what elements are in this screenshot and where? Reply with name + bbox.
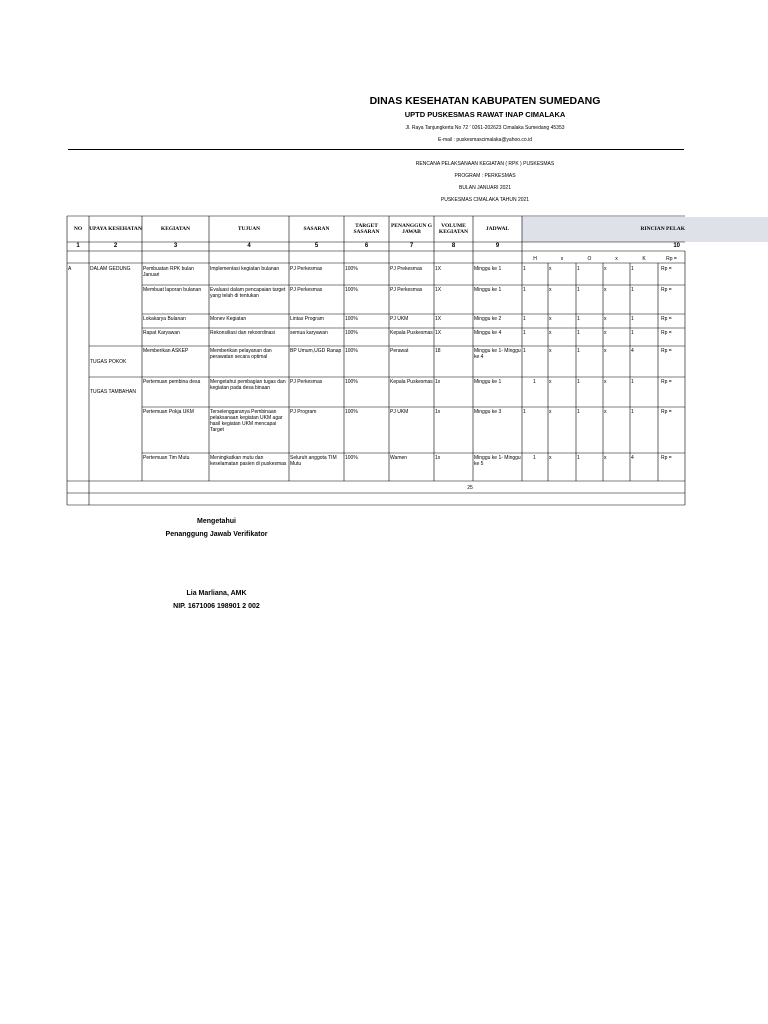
row-pj: PJ Perkesmas [390, 287, 423, 293]
row-rincian: x [604, 409, 607, 415]
row-tujuan: Evaluasi dalam pencapaian target yang telah di tentukan [210, 287, 286, 299]
row-rincian: 1 [631, 287, 634, 293]
row-jadwal: Minggu ke 1- Minggu ke 5 [474, 455, 521, 467]
col-number: 7 [409, 243, 414, 249]
row-rincian: 1 [577, 348, 580, 354]
row-rincian: 1 [631, 379, 634, 385]
row-target: 100% [345, 455, 358, 461]
row-rincian: 1 [631, 316, 634, 322]
row-rincian: x [549, 316, 552, 322]
row-rincian: 4 [631, 348, 634, 354]
row-rincian: x [549, 409, 552, 415]
row-rincian: 1 [523, 287, 526, 293]
row-sasaran: semua karyawan [290, 330, 328, 336]
row-tujuan: Monev Kegiatan [210, 316, 247, 322]
row-rincian: x [604, 379, 607, 385]
row-target: 100% [345, 266, 358, 272]
row-pj: PJ UKM [390, 409, 409, 415]
rincian-subheader: O [587, 256, 592, 262]
row-rincian: x [604, 287, 607, 293]
row-rincian: 1 [533, 455, 536, 461]
signature-nip: NIP. 1671006 198901 2 002 [173, 603, 260, 610]
rincian-subheader: x [615, 256, 618, 262]
rincian-subheader: K [642, 256, 646, 262]
header-target: TARGET SASARAN [353, 222, 380, 235]
signature-name: Lia Marliana, AMK [186, 590, 247, 597]
row-pj: Kepala Puskesmas [390, 379, 433, 385]
row-target: 100% [345, 379, 358, 385]
address-line: Jl. Raya Tanjungkerta No 72 ' 0261-202623 Cimalaka Sumedang 45353 [405, 125, 565, 131]
row-rincian: 1 [577, 266, 580, 272]
row-rincian: Rp = [661, 266, 672, 272]
row-tujuan: Rekonsiliasi dan rekoordinasi [210, 330, 276, 336]
row-volume: 1x [435, 379, 441, 385]
header-kegiatan: KEGIATAN [160, 225, 191, 232]
row-rincian: 1 [631, 409, 634, 415]
row-sasaran: PJ Perkesmas [290, 379, 323, 385]
program-line: PROGRAM : PERKESMAS [454, 173, 516, 179]
row-kegiatan: Pertemuan Tim Mutu [143, 455, 190, 461]
col-number: 10 [673, 243, 680, 249]
row-rincian: 1 [577, 330, 580, 336]
year-line: PUSKESMAS CIMALAKA TAHUN 2021 [440, 197, 530, 203]
row-sasaran: PJ Program [290, 409, 317, 415]
row-rincian: 1 [533, 379, 536, 385]
row-kegiatan: Pertemuan Pokja UKM [143, 409, 194, 415]
row-rincian: x [604, 316, 607, 322]
row-target: 100% [345, 316, 358, 322]
group-dalam-gedung: DALAM GEDUNG [90, 266, 131, 272]
row-jadwal: Minggu ke 3 [474, 409, 502, 415]
row-rincian: Rp = [661, 348, 672, 354]
row-rincian: x [549, 330, 552, 336]
row-rincian: Rp = [661, 379, 672, 385]
col-number: 3 [173, 243, 178, 249]
col-number: 2 [113, 243, 118, 249]
row-rincian: 1 [577, 409, 580, 415]
row-sasaran: Seluruh anggota TIM Mutu [290, 455, 337, 467]
group-tugas-tambahan: TUGAS TAMBAHAN [90, 389, 136, 395]
row-volume: 1X [435, 266, 442, 272]
header-rincian: RINCIAN PELAK [640, 225, 685, 232]
row-pj: Kepala Puskesmas [390, 330, 433, 336]
row-jadwal: Minggu ke 1- Minggu ke 4 [474, 348, 521, 360]
row-jadwal: Minggu ke 2 [474, 316, 502, 322]
row-volume: 1x [435, 455, 441, 461]
row-rincian: 1 [577, 287, 580, 293]
row-pj: PJ Prekesmas [390, 266, 423, 272]
row-sasaran: BP Umum,UGD Ranap [290, 348, 342, 354]
header-sasaran: SASARAN [303, 225, 330, 232]
row-volume: 18 [435, 348, 441, 354]
plan-title: RENCANA PELAKSANAAN KEGIATAN ( RPK ) PUSKESMAS [415, 161, 555, 167]
month-line: BULAN JANUARI 2021 [459, 185, 511, 191]
unit-title: UPTD PUSKESMAS RAWAT INAP CIMALAKA [404, 110, 566, 119]
row-rincian: 1 [523, 316, 526, 322]
row-rincian: 1 [523, 266, 526, 272]
col-number: 5 [314, 243, 319, 249]
row-rincian: x [604, 455, 607, 461]
row-rincian: Rp = [661, 330, 672, 336]
row-rincian: 1 [523, 348, 526, 354]
row-kegiatan: Membuat laporan bulanan [143, 287, 202, 293]
row-pj: Wamen [390, 455, 408, 461]
row-rincian: 4 [631, 455, 634, 461]
row-pj: Perawat [390, 348, 409, 354]
row-jadwal: Minggu ke 1 [474, 379, 502, 385]
total-value: 25 [467, 485, 473, 491]
group-tugas-pokok: TUGAS POKOK [90, 359, 127, 365]
row-target: 100% [345, 287, 358, 293]
row-tujuan: Mengetahui pembagian tugas dan kegiatan pada desa binaan [210, 379, 286, 391]
row-kegiatan: Lokakarya Bulanan [143, 316, 186, 322]
header-tujuan: TUJUAN [237, 225, 261, 232]
row-rincian: Rp = [661, 287, 672, 293]
row-tujuan: Meningkatkan mutu dan keselamatan pasien di puskesmas [210, 455, 287, 467]
signature-role: Penanggung Jawab Verifikator [165, 531, 268, 538]
row-volume: 1x [435, 409, 441, 415]
row-rincian: 1 [523, 330, 526, 336]
row-jadwal: Minggu ke 1 [474, 287, 502, 293]
row-rincian: x [549, 348, 552, 354]
row-target: 100% [345, 348, 358, 354]
col-number: 6 [364, 243, 369, 249]
header-pj: PENANGGUN G JAWAB [390, 222, 433, 235]
row-rincian: x [549, 379, 552, 385]
row-rincian: Rp = [661, 316, 672, 322]
row-volume: 1X [435, 287, 442, 293]
header-no: NO [73, 225, 83, 232]
row-tujuan: Terselenggaranya Pembinaan pelaksanaan kegiatan UKM agar hasil kegiatan UKM mencapai Target [210, 409, 283, 433]
col-number: 8 [451, 243, 456, 249]
row-rincian: Rp = [661, 455, 672, 461]
row-kegiatan: Pembuatan RPK bulan Januari [143, 266, 194, 278]
row-jadwal: Minggu ke 1 [474, 266, 502, 272]
col-number: 9 [495, 243, 500, 249]
row-rincian: 1 [631, 330, 634, 336]
row-sasaran: Lintas Program [290, 316, 324, 322]
header-upaya: UPAYA KESEHATAN [89, 225, 142, 232]
row-rincian: x [549, 266, 552, 272]
row-rincian: x [549, 287, 552, 293]
row-jadwal: Minggu ke 4 [474, 330, 502, 336]
row-rincian: 1 [577, 379, 580, 385]
row-rincian: x [604, 330, 607, 336]
row-tujuan: Implementasi kegiatan bulanan [210, 266, 280, 272]
row-volume: 1X [435, 316, 442, 322]
col-number: 4 [247, 243, 251, 249]
row-kegiatan: Pertemuan pembina desa [143, 379, 201, 385]
signature-acknowledge: Mengetahui [197, 518, 236, 525]
row-sasaran: PJ Perkesmas [290, 287, 323, 293]
agency-title: DINAS KESEHATAN KABUPATEN SUMEDANG [369, 95, 601, 107]
row-target: 100% [345, 330, 358, 336]
rincian-subheader: H [533, 256, 537, 262]
row-rincian: x [604, 348, 607, 354]
row-target: 100% [345, 409, 358, 415]
col-number: 1 [76, 243, 80, 249]
row-rincian: 1 [523, 409, 526, 415]
row-tujuan: Memberikan pelayanan dan perawatan secara optimal [210, 348, 272, 360]
row-rincian: 1 [631, 266, 634, 272]
row-rincian: 1 [577, 455, 580, 461]
rincian-subheader: x [560, 256, 564, 262]
row-pj: PJ UKM [390, 316, 409, 322]
header-jadwal: JADWAL [485, 225, 510, 232]
row-volume: 1X [435, 330, 442, 336]
row-rincian: Rp = [661, 409, 672, 415]
row-rincian: 1 [577, 316, 580, 322]
row-kegiatan: Memberikan ASKEP [143, 348, 189, 354]
header-volume: VOLUME KEGIATAN [438, 222, 469, 235]
row-rincian: x [549, 455, 552, 461]
email-line: E-mail : puskesmascimalaka@yahoo.co.id [437, 137, 532, 143]
row-sasaran: PJ Perkesmas [290, 266, 323, 272]
row-kegiatan: Rapat Karyawan [143, 330, 180, 336]
row-rincian: x [604, 266, 607, 272]
rincian-subheader: Rp = [666, 256, 677, 262]
row-no: A [68, 266, 72, 272]
